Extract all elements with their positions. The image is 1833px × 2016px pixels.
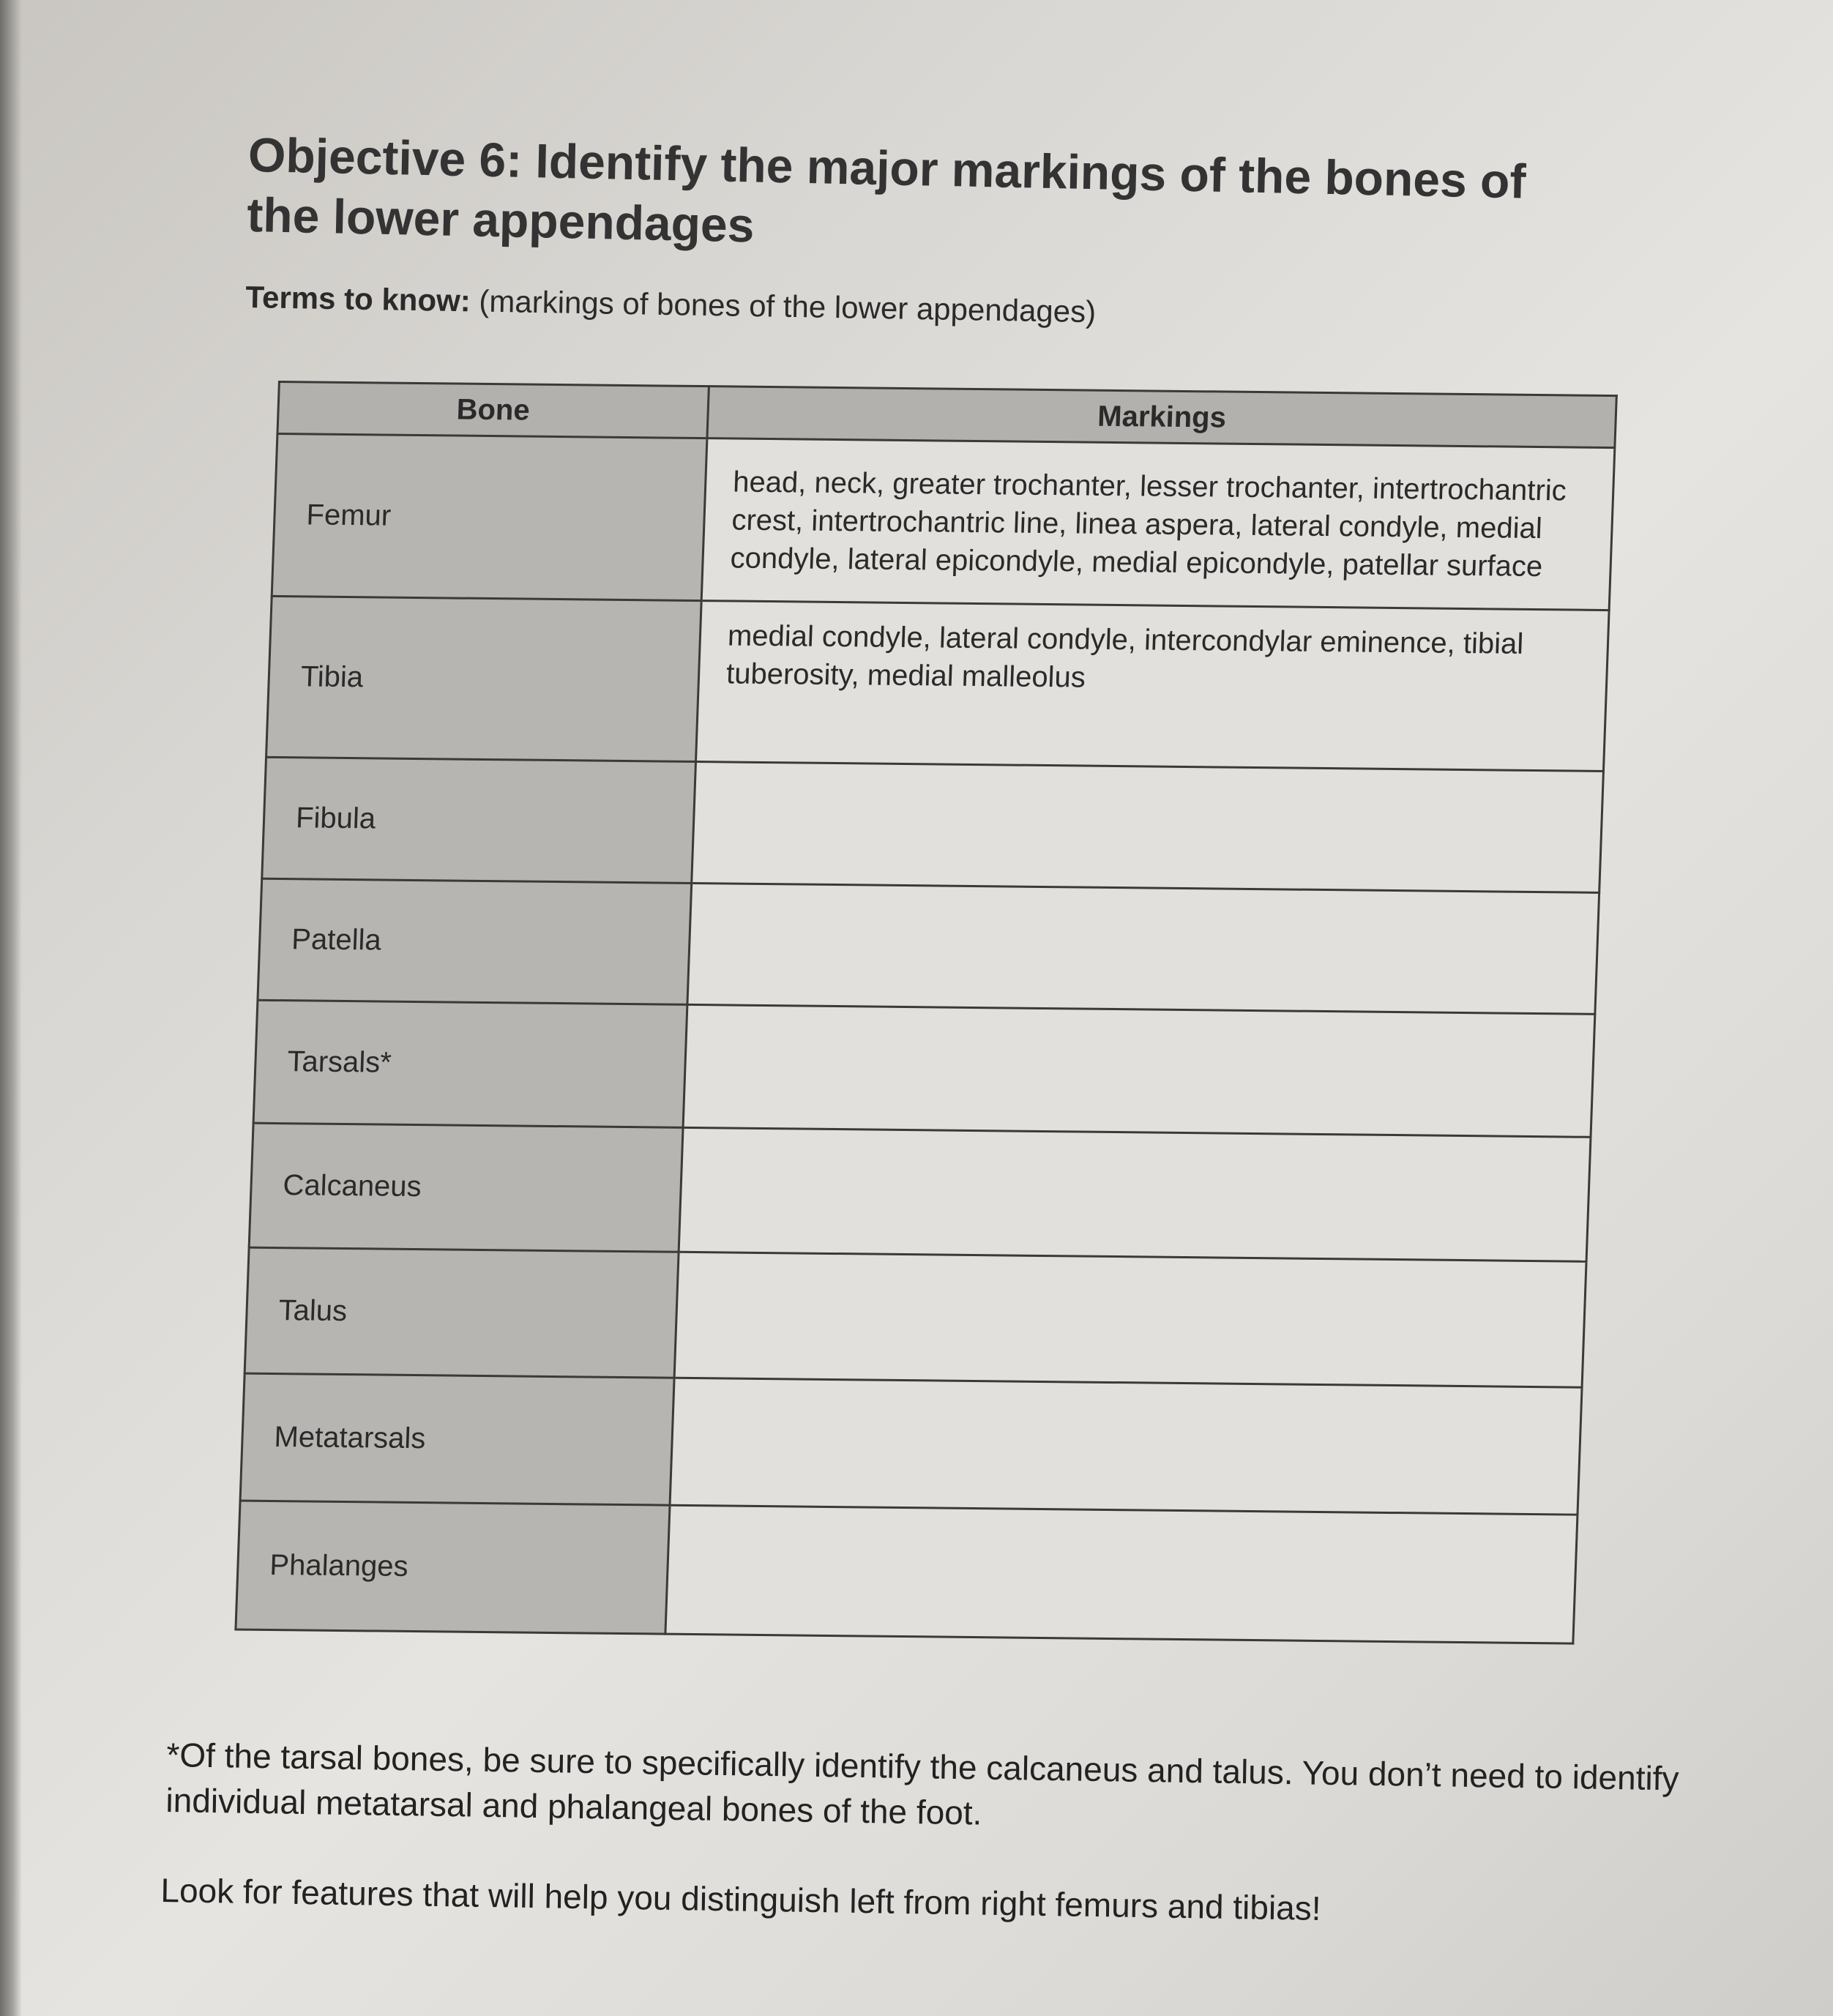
bone-cell: Phalanges xyxy=(236,1501,670,1634)
closing-note: Look for features that will help you distinguish left from right femurs and tibias! xyxy=(160,1870,1321,1927)
header-bone: Bone xyxy=(277,382,709,438)
page-title: Objective 6: Identify the major markings of the bones of the lower appendages xyxy=(246,127,1527,253)
header-markings: Markings xyxy=(707,387,1616,448)
bone-cell: Fibula xyxy=(262,757,696,883)
table-row-fibula xyxy=(262,757,1604,892)
bone-cell: Talus xyxy=(244,1247,679,1378)
tarsal-footnote: *Of the tarsal bones, be sure to specifically identify the calcaneus and talus. You don’t need to identify individual metatarsal and phalangeal bones of the foot. xyxy=(165,1735,1679,1832)
table-row-talus xyxy=(244,1247,1586,1387)
table-row-tarsals xyxy=(253,1000,1595,1137)
bone-markings-table-wrapper xyxy=(234,381,1618,1645)
table-row-metatarsals xyxy=(240,1373,1582,1515)
table-row-calcaneus xyxy=(249,1123,1591,1261)
bone-cell: Calcaneus xyxy=(249,1123,683,1252)
table-row-femur xyxy=(272,433,1615,610)
table-row-patella xyxy=(258,878,1599,1014)
table-row-phalanges xyxy=(236,1501,1578,1643)
markings-cell[interactable] xyxy=(679,1127,1591,1261)
markings-cell[interactable] xyxy=(665,1505,1578,1643)
terms-to-know xyxy=(245,278,1637,340)
markings-cell[interactable] xyxy=(692,762,1604,893)
markings-cell[interactable] xyxy=(670,1378,1582,1515)
markings-cell[interactable]: head, neck, greater trochanter, lesser trochanter, intertrochantric crest, intertrochantric line, linea aspera, lateral condyle, medial condyle, lateral epicondyle, medial epicondyle, patellar surface xyxy=(701,438,1615,611)
bone-cell: Patella xyxy=(258,878,692,1004)
markings-cell[interactable] xyxy=(687,883,1599,1014)
bone-cell: Metatarsals xyxy=(240,1373,674,1505)
bone-cell: Tarsals* xyxy=(253,1000,687,1127)
markings-cell[interactable]: medial condyle, lateral condyle, intercondylar eminence, tibial tuberosity, medial malleolus xyxy=(696,601,1610,772)
bone-markings-table xyxy=(234,381,1618,1645)
terms-description: (markings of bones of the lower appendages) xyxy=(470,283,1097,329)
bone-cell: Tibia xyxy=(266,596,702,761)
bone-cell: Femur xyxy=(272,433,707,600)
markings-cell[interactable] xyxy=(683,1004,1595,1137)
terms-lead: Terms to know: xyxy=(245,279,471,318)
markings-cell[interactable] xyxy=(674,1252,1586,1387)
table-row-tibia xyxy=(266,596,1610,771)
